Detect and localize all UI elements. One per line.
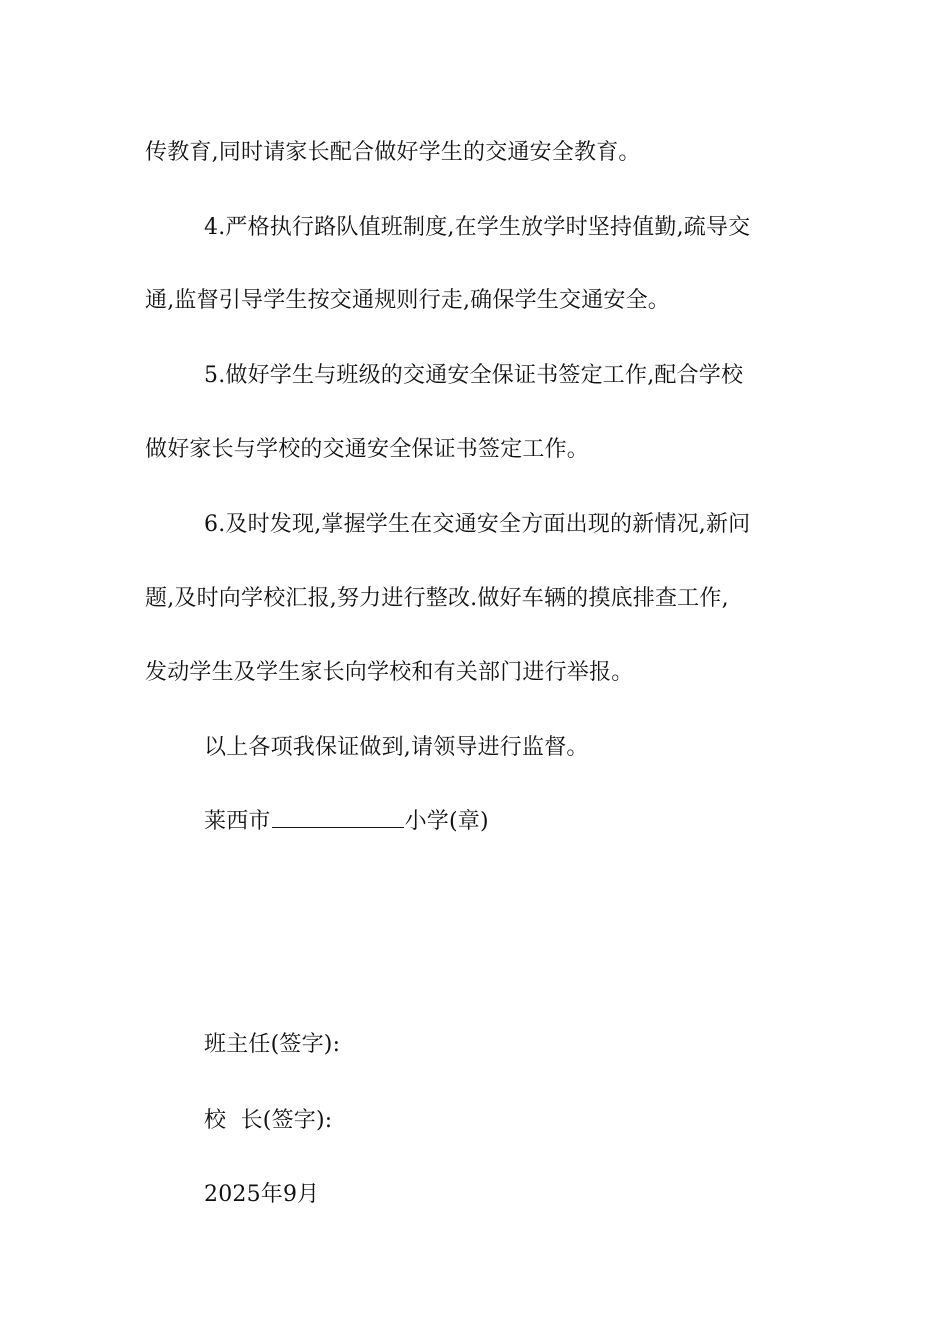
document-date: 2025年9月	[204, 1182, 320, 1207]
city-name: 莱西市	[204, 809, 271, 834]
paragraph-line: 4.严格执行路队值班制度,在学生放学时坚持值勤,疏导交	[204, 215, 751, 240]
paragraph-line: 做好家长与学校的交通安全保证书签定工作。	[145, 437, 590, 462]
school-name-blank	[272, 807, 404, 828]
paragraph-line: 通,监督引导学生按交通规则行走,确保学生交通安全。	[145, 288, 670, 313]
school-seal-label: 小学(章)	[404, 809, 489, 834]
pledge-statement: 以上各项我保证做到,请领导进行监督。	[204, 735, 589, 760]
paragraph-line: 发动学生及学生家长向学校和有关部门进行举报。	[145, 660, 634, 685]
paragraph-line: 6.及时发现,掌握学生在交通安全方面出现的新情况,新问	[204, 512, 751, 537]
paragraph-line: 传教育,同时请家长配合做好学生的交通安全教育。	[145, 140, 641, 165]
paragraph-line: 5.做好学生与班级的交通安全保证书签定工作,配合学校	[204, 363, 744, 388]
head-teacher-signature: 班主任(签字):	[204, 1032, 341, 1057]
school-seal-line	[204, 807, 489, 837]
principal-signature: 校 长(签字):	[204, 1108, 333, 1133]
paragraph-line: 题,及时向学校汇报,努力进行整改.做好车辆的摸底排查工作,	[145, 586, 729, 611]
